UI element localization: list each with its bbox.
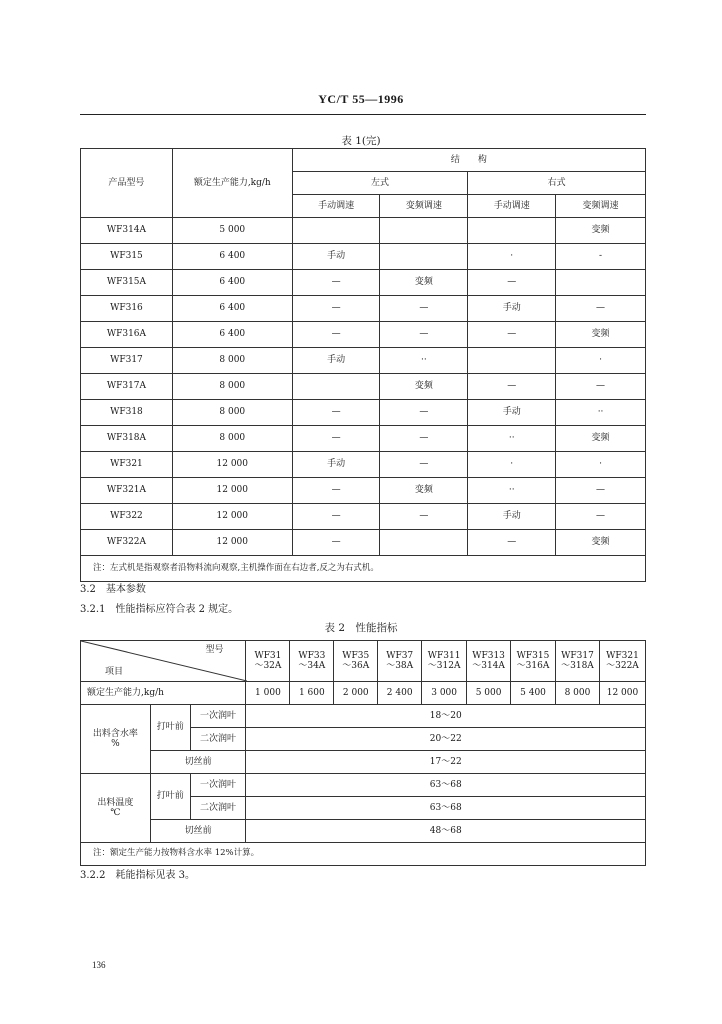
t1-cell-model: WF318A xyxy=(81,426,173,452)
t1-cell-c1: — xyxy=(292,478,380,504)
table-row xyxy=(81,244,646,270)
t2-first-wetting: 一次润叶 xyxy=(190,705,246,728)
t1-cell-c2: — xyxy=(380,504,468,530)
t2-model-name: WF35 xyxy=(342,650,370,661)
table-row xyxy=(81,374,646,400)
t1-cell-c1: 手动 xyxy=(292,244,380,270)
t2-model-range: ～318A xyxy=(561,661,594,671)
t2-capacity-value: 2 000 xyxy=(334,682,378,705)
t2-model-range: ～36A xyxy=(342,661,370,671)
section-3-2-1: 3.2.1 性能指标应符合表 2 规定。 xyxy=(80,604,239,615)
t1-cell-c4: 变频 xyxy=(556,322,646,348)
t2-model-name: WF37 xyxy=(386,650,414,661)
t1-cell-c1: 手动 xyxy=(292,452,380,478)
t2-capacity-value: 5 400 xyxy=(511,682,556,705)
t2-header-model: 型号 xyxy=(205,645,224,655)
t2-model-name: WF321 xyxy=(606,650,639,661)
t2-model-header xyxy=(467,641,511,682)
t2-model-name: WF315 xyxy=(516,650,550,661)
t1-cell-c3: — xyxy=(468,270,556,296)
t2-model-range: ～314A xyxy=(472,661,505,671)
t1-cell-model: WF322A xyxy=(81,530,173,556)
t2-capacity-label: 额定生产能力,kg/h xyxy=(81,682,246,705)
t1-cell-model: WF316A xyxy=(81,322,173,348)
t2-temp-value: 63～68 xyxy=(246,774,646,797)
t2-moisture-value: 18～20 xyxy=(246,705,646,728)
t1-cell-c4: — xyxy=(556,296,646,322)
t1-cell-c2: — xyxy=(380,426,468,452)
t1-cell-c2: 变频 xyxy=(380,374,468,400)
t2-model-name: WF31 xyxy=(254,650,282,661)
t2-moisture-value: 20～22 xyxy=(246,728,646,751)
t1-header-capacity: 额定生产能力,kg/h xyxy=(172,149,292,218)
t2-before-beating: 打叶前 xyxy=(150,774,190,820)
t1-cell-c2: ·· xyxy=(380,348,468,374)
t2-model-header xyxy=(599,641,645,682)
table-row xyxy=(81,478,646,504)
t2-capacity-value: 12 000 xyxy=(599,682,645,705)
t1-cell-c4: ·· xyxy=(556,400,646,426)
t2-second-wetting: 二次润叶 xyxy=(190,797,246,820)
t1-cell-capacity: 6 400 xyxy=(172,296,292,322)
table2 xyxy=(80,640,646,866)
t2-model-range: ～316A xyxy=(516,661,550,671)
t2-capacity-value: 3 000 xyxy=(422,682,467,705)
table1-body xyxy=(81,218,646,556)
section-3-2: 3.2 基本参数 xyxy=(80,584,146,595)
t1-cell-c4: · xyxy=(556,452,646,478)
t2-model-range: ～32A xyxy=(254,661,282,671)
t2-temp-value: 48～68 xyxy=(246,820,646,843)
t1-cell-capacity: 12 000 xyxy=(172,478,292,504)
t1-cell-c4: 变频 xyxy=(556,218,646,244)
t1-cell-c2: — xyxy=(380,296,468,322)
page-number: 136 xyxy=(92,960,106,970)
t1-cell-c1 xyxy=(292,374,380,400)
t2-model-name: WF33 xyxy=(298,650,326,661)
t2-corner-header xyxy=(81,641,246,682)
t1-cell-c4: — xyxy=(556,504,646,530)
table-row xyxy=(81,452,646,478)
t2-second-wetting: 二次润叶 xyxy=(190,728,246,751)
t2-before-cutting: 切丝前 xyxy=(150,820,246,843)
t1-cell-c1: — xyxy=(292,400,380,426)
t1-cell-c4: - xyxy=(556,244,646,270)
section-3-2-2: 3.2.2 耗能指标见表 3。 xyxy=(80,870,195,881)
t2-capacity-value: 5 000 xyxy=(467,682,511,705)
t1-cell-capacity: 12 000 xyxy=(172,504,292,530)
table-row xyxy=(81,296,646,322)
table-row xyxy=(81,348,646,374)
t1-cell-c3: — xyxy=(468,530,556,556)
t2-moisture-text: 出料含水率 xyxy=(92,728,138,739)
t2-capacity-value: 1 600 xyxy=(290,682,334,705)
t1-cell-c3: ·· xyxy=(468,426,556,452)
t2-model-name: WF317 xyxy=(561,650,594,661)
t1-cell-capacity: 8 000 xyxy=(172,426,292,452)
t1-cell-model: WF318 xyxy=(81,400,173,426)
t1-cell-c4: — xyxy=(556,478,646,504)
t2-model-header xyxy=(422,641,467,682)
t1-header-left: 左式 xyxy=(292,172,468,195)
table-row xyxy=(81,270,646,296)
t2-moisture-unit: % xyxy=(111,739,120,749)
t1-cell-capacity: 8 000 xyxy=(172,374,292,400)
t1-cell-capacity: 8 000 xyxy=(172,348,292,374)
t1-cell-model: WF315A xyxy=(81,270,173,296)
t1-cell-c2: — xyxy=(380,322,468,348)
table2-caption: 表 2 性能指标 xyxy=(324,622,398,634)
t1-cell-c2 xyxy=(380,530,468,556)
t2-model-range: ～312A xyxy=(427,661,461,671)
t1-cell-capacity: 12 000 xyxy=(172,530,292,556)
header-rule xyxy=(80,114,646,115)
t1-cell-c3: 手动 xyxy=(468,400,556,426)
t1-cell-c2: 变频 xyxy=(380,270,468,296)
t1-cell-c1: — xyxy=(292,426,380,452)
t1-cell-model: WF317 xyxy=(81,348,173,374)
t2-capacity-value: 1 000 xyxy=(246,682,290,705)
t1-cell-c3: — xyxy=(468,374,556,400)
t1-cell-c3 xyxy=(468,218,556,244)
t1-cell-model: WF316 xyxy=(81,296,173,322)
t2-model-range: ～34A xyxy=(298,661,326,671)
t1-sub-header: 变频调速 xyxy=(380,195,468,218)
t1-sub-header: 手动调速 xyxy=(468,195,556,218)
t1-cell-capacity: 6 400 xyxy=(172,322,292,348)
t1-cell-c2: 变频 xyxy=(380,478,468,504)
t2-model-name: WF313 xyxy=(472,650,505,661)
t2-note: 注：额定生产能力按物料含水率 12%计算。 xyxy=(81,843,646,866)
t1-cell-c3 xyxy=(468,348,556,374)
t1-cell-c2 xyxy=(380,244,468,270)
t2-model-header xyxy=(378,641,422,682)
t1-cell-c4: 变频 xyxy=(556,530,646,556)
t1-cell-c1 xyxy=(292,218,380,244)
table-row xyxy=(81,218,646,244)
table-row xyxy=(81,322,646,348)
t2-capacity-value: 2 400 xyxy=(378,682,422,705)
t1-cell-c3: · xyxy=(468,452,556,478)
t2-model-header xyxy=(290,641,334,682)
t1-cell-c4: · xyxy=(556,348,646,374)
t1-cell-capacity: 5 000 xyxy=(172,218,292,244)
t2-temp-unit: ℃ xyxy=(110,808,121,818)
t2-model-name: WF311 xyxy=(427,650,461,661)
t1-cell-model: WF315 xyxy=(81,244,173,270)
t1-sub-header: 变频调速 xyxy=(556,195,646,218)
t1-cell-c1: — xyxy=(292,296,380,322)
t1-cell-capacity: 8 000 xyxy=(172,400,292,426)
t1-cell-capacity: 6 400 xyxy=(172,270,292,296)
t1-note: 注：左式机是指观察者沿物料流向观察,主机操作面在右边者,反之为右式机。 xyxy=(81,556,646,582)
t1-header-right: 右式 xyxy=(468,172,646,195)
t2-before-cutting: 切丝前 xyxy=(150,751,246,774)
t2-first-wetting: 一次润叶 xyxy=(190,774,246,797)
t1-cell-c1: — xyxy=(292,504,380,530)
t2-model-header xyxy=(556,641,600,682)
t2-temp-value: 63～68 xyxy=(246,797,646,820)
t2-capacity-value: 8 000 xyxy=(556,682,600,705)
t2-model-range: ～38A xyxy=(386,661,414,671)
t1-cell-c4: — xyxy=(556,374,646,400)
t1-cell-c1: 手动 xyxy=(292,348,380,374)
t1-header-structure: 结 构 xyxy=(292,149,645,172)
t1-cell-model: WF321A xyxy=(81,478,173,504)
t2-moisture-value: 17～22 xyxy=(246,751,646,774)
t1-cell-model: WF322 xyxy=(81,504,173,530)
t2-model-header xyxy=(334,641,378,682)
t2-temp-text: 出料温度 xyxy=(97,797,134,808)
t1-cell-capacity: 6 400 xyxy=(172,244,292,270)
t2-model-header xyxy=(246,641,290,682)
t2-model-range: ～322A xyxy=(606,661,639,671)
t2-header-item: 项目 xyxy=(105,666,124,677)
t1-cell-c4 xyxy=(556,270,646,296)
t1-cell-c2: — xyxy=(380,452,468,478)
t2-before-beating: 打叶前 xyxy=(150,705,190,751)
t2-moisture-label xyxy=(81,705,151,774)
t1-cell-c3: · xyxy=(468,244,556,270)
table-row xyxy=(81,400,646,426)
t1-cell-c3: ·· xyxy=(468,478,556,504)
standard-header: YC/T 55—1996 xyxy=(318,92,404,106)
t2-model-header xyxy=(511,641,556,682)
t1-cell-c3: 手动 xyxy=(468,296,556,322)
t1-cell-c1: — xyxy=(292,322,380,348)
table-row xyxy=(81,530,646,556)
t1-cell-c2 xyxy=(380,218,468,244)
t1-cell-c2: — xyxy=(380,400,468,426)
table1-caption: 表 1(完) xyxy=(341,135,381,147)
t1-cell-model: WF317A xyxy=(81,374,173,400)
table1 xyxy=(80,148,646,582)
t1-cell-c1: — xyxy=(292,270,380,296)
t1-header-model: 产品型号 xyxy=(81,149,173,218)
t1-cell-c3: 手动 xyxy=(468,504,556,530)
t2-temp-label xyxy=(81,774,151,843)
t1-cell-model: WF321 xyxy=(81,452,173,478)
t1-cell-model: WF314A xyxy=(81,218,173,244)
table-row xyxy=(81,504,646,530)
t1-cell-c3: — xyxy=(468,322,556,348)
t1-cell-c1: — xyxy=(292,530,380,556)
t1-cell-capacity: 12 000 xyxy=(172,452,292,478)
table-row xyxy=(81,426,646,452)
t1-sub-header: 手动调速 xyxy=(292,195,380,218)
t1-cell-c4: 变频 xyxy=(556,426,646,452)
